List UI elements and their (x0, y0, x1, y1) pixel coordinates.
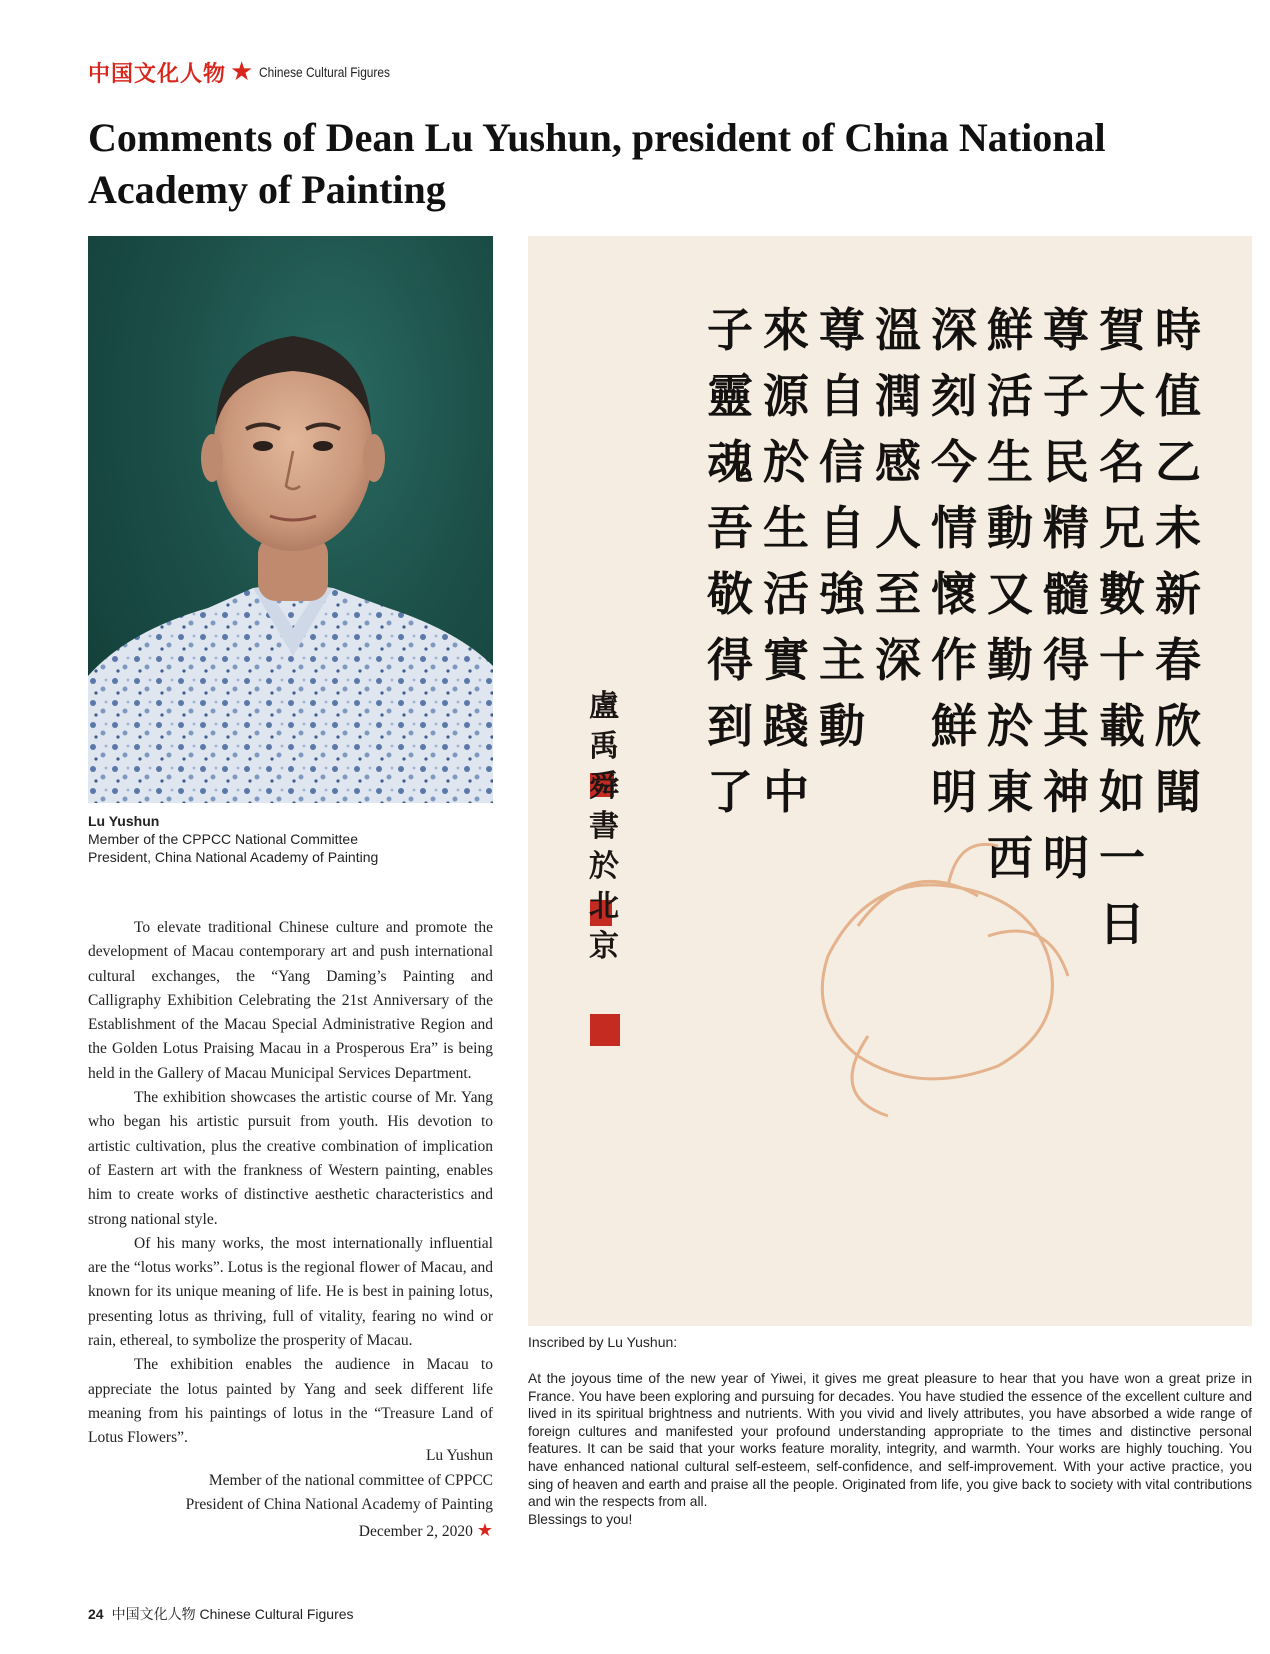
calligraphy-character: 新 (1155, 567, 1201, 621)
calligraphy-character: 魂 (707, 435, 753, 489)
calligraphy-character: 信 (819, 435, 865, 489)
calligraphy-signature-character: 舜 (589, 769, 619, 804)
translation-text: At the joyous time of the new year of Yiwei, it gives me great pleasure to hear that you have won a great prize in France. You have been exploring and pursuing for decades. You have studied the essence of the excellent culture and lived in its spiritual brightness and nutrients. With you vivid and lively attributes, you have absorbed a wide range of foreign cultures and manifested your profound understanding appropriate to the times and distinctive personal features. It can be said that your works feature morality, integrity, and warmth. Your works are highly touching. You have enhanced national cultural self-esteem, self-confidence, and self-improvement. With your active practice, you sing of heaven and earth and praise all the people. Originated from life, you give back to society with vital contributions and win the respects from all. (528, 1371, 1252, 1510)
calligraphy-character: 活 (763, 567, 809, 621)
calligraphy-character: 賀 (1099, 303, 1145, 357)
calligraphy-character: 乙 (1155, 435, 1201, 489)
body-paragraph: To elevate traditional Chinese culture and promote the development of Macau contemporary art and push international cultural exchanges, the “Yang Daming’s Painting and Calligraphy Exhibition Celebrating the 21st Anniversary of the Establishment of the Macau Special Administrative Region and the Golden Lotus Praising Macau in a Prosperous Era” is being held in the Gallery of Macau Municipal Services Department. (88, 919, 493, 1082)
calligraphy-character: 勤 (987, 633, 1033, 687)
translation-closing: Blessings to you! (528, 1511, 633, 1527)
signature-date: December 2, 2020 (358, 1522, 473, 1540)
calligraphy-character: 深 (875, 633, 921, 687)
calligraphy-character: 源 (763, 369, 809, 423)
calligraphy-character: 活 (987, 369, 1033, 423)
calligraphy-character: 西 (987, 831, 1033, 885)
calligraphy-character: 鮮 (931, 699, 977, 753)
calligraphy-character: 東 (987, 765, 1033, 819)
caption-role-2: President, China National Academy of Painting (88, 849, 379, 865)
calligraphy-character: 了 (707, 765, 753, 819)
calligraphy-character: 兄 (1099, 501, 1145, 555)
calligraphy-character: 十 (1099, 633, 1145, 687)
calligraphy-character: 動 (819, 699, 865, 753)
calligraphy-signature-character: 盧 (589, 689, 619, 724)
red-star-icon: ★ (230, 57, 254, 86)
calligraphy-character: 於 (987, 699, 1033, 753)
calligraphy-character: 至 (875, 567, 921, 621)
calligraphy-character: 尊 (819, 303, 865, 357)
calligraphy-character: 精 (1043, 501, 1089, 555)
calligraphy-character: 來 (763, 303, 809, 357)
signature-role-2: President of China National Academy of Painting (185, 1496, 493, 1513)
calligraphy-character: 踐 (763, 699, 809, 753)
page-footer (88, 1604, 354, 1624)
calligraphy-character: 尊 (1043, 303, 1089, 357)
calligraphy-character: 得 (707, 633, 753, 687)
calligraphy-svg (528, 236, 1252, 1326)
calligraphy-character: 今 (931, 435, 977, 489)
calligraphy-character: 生 (987, 435, 1033, 489)
calligraphy-character: 深 (931, 303, 977, 357)
calligraphy-signature-character: 於 (589, 849, 619, 884)
seal-stamp (590, 1014, 620, 1046)
red-star-icon: ★ (476, 1519, 493, 1540)
calligraphy-character: 中 (763, 765, 809, 819)
body-paragraph: Of his many works, the most internationally influential are the “lotus works”. Lotus is the regional flower of Macau, and known for its unique meaning of life. He is best in paining lotus, presenting lotus as thriving, full of vitality, fearing no wind or rain, ethereal, to symbolize the prosperity of Macau. (88, 1234, 493, 1350)
calligraphy-character: 如 (1099, 765, 1145, 819)
calligraphy-character: 潤 (875, 369, 921, 423)
calligraphy-character: 其 (1043, 699, 1089, 753)
calligraphy-character: 靈 (707, 369, 753, 423)
calligraphy-character: 主 (819, 633, 865, 687)
calligraphy-signature-character: 禹 (589, 729, 619, 764)
calligraphy-character: 髓 (1043, 567, 1089, 621)
body-paragraph: The exhibition enables the audience in Macau to appreciate the lotus painted by Yang and seek different life meaning from his paintings of lotus in the “Treasure Land of Lotus Flowers”. (88, 1356, 493, 1447)
lotus-sketch (822, 844, 1068, 1116)
calligraphy-character: 一 (1099, 831, 1145, 885)
calligraphy-character: 名 (1099, 435, 1145, 489)
calligraphy-character: 載 (1099, 699, 1145, 753)
calligraphy-character: 實 (763, 633, 809, 687)
calligraphy-character: 明 (931, 765, 977, 819)
calligraphy-character: 鮮 (987, 303, 1033, 357)
header-chinese-title: 中国文化人物 (88, 60, 227, 87)
calligraphy-character: 未 (1155, 501, 1201, 555)
calligraphy-character: 欣 (1155, 699, 1201, 753)
body-paragraph: The exhibition showcases the artistic course of Mr. Yang who began his artistic pursuit from youth. His devotion to artistic cultivation, plus the creative combination of implication of Eastern art with the frankness of Western painting, enables him to create works of distinctive aesthetic characteristics and strong national style. (88, 1089, 493, 1228)
calligraphy-character: 時 (1155, 303, 1201, 357)
calligraphy-character: 感 (875, 435, 921, 489)
calligraphy-character: 數 (1099, 567, 1145, 621)
calligraphy-character: 自 (819, 369, 865, 423)
calligraphy-character: 作 (931, 633, 977, 687)
calligraphy-character: 又 (987, 567, 1033, 621)
calligraphy-character: 明 (1043, 831, 1089, 885)
calligraphy-character: 敬 (707, 567, 753, 621)
article-title: Comments of Dean Lu Yushun, president of China National Academy of Painting (88, 115, 1106, 212)
inscription-label: Inscribed by Lu Yushun: (528, 1334, 678, 1350)
calligraphy-character: 聞 (1155, 765, 1201, 819)
signature-date-line (88, 1518, 493, 1545)
calligraphy-character: 自 (819, 501, 865, 555)
calligraphy-character: 到 (707, 699, 753, 753)
calligraphy-character: 溫 (875, 303, 921, 357)
calligraphy-character: 生 (763, 501, 809, 555)
header-english-title: Chinese Cultural Figures (259, 64, 391, 80)
calligraphy-artwork (528, 236, 1252, 1326)
portrait-caption (88, 812, 493, 866)
portrait-photo (88, 236, 493, 803)
calligraphy-character: 吾 (707, 501, 753, 555)
calligraphy-character: 子 (707, 303, 753, 357)
calligraphy-character: 強 (819, 567, 865, 621)
caption-role-1: Member of the CPPCC National Committee (88, 831, 358, 847)
calligraphy-character: 子 (1043, 369, 1089, 423)
calligraphy-character: 神 (1043, 765, 1089, 819)
calligraphy-character: 情 (931, 501, 977, 555)
calligraphy-character: 刻 (931, 369, 977, 423)
article-body (88, 916, 493, 1451)
inscription-translation (528, 1370, 1252, 1528)
calligraphy-character: 於 (763, 435, 809, 489)
calligraphy-character: 懷 (931, 567, 977, 621)
calligraphy-character: 日 (1099, 897, 1145, 951)
calligraphy-signature-character: 北 (589, 889, 619, 924)
page-number: 24 (88, 1606, 104, 1622)
signature-role-1: Member of the national committee of CPPCC (208, 1471, 493, 1489)
magazine-header (88, 54, 413, 90)
signature-name: Lu Yushun (425, 1447, 493, 1464)
footer-publication-name: 中国文化人物 Chinese Cultural Figures (111, 1606, 354, 1622)
calligraphy-character: 得 (1043, 633, 1089, 687)
calligraphy-character: 大 (1099, 369, 1145, 423)
calligraphy-character: 民 (1043, 435, 1089, 489)
calligraphy-signature-character: 書 (589, 809, 619, 844)
calligraphy-character: 動 (987, 501, 1033, 555)
calligraphy-signature-character: 京 (589, 929, 619, 964)
calligraphy-character: 值 (1155, 369, 1201, 423)
caption-name: Lu Yushun (88, 813, 160, 829)
calligraphy-character: 春 (1155, 633, 1201, 687)
calligraphy-character: 人 (875, 501, 921, 555)
article-signature (88, 1444, 493, 1544)
